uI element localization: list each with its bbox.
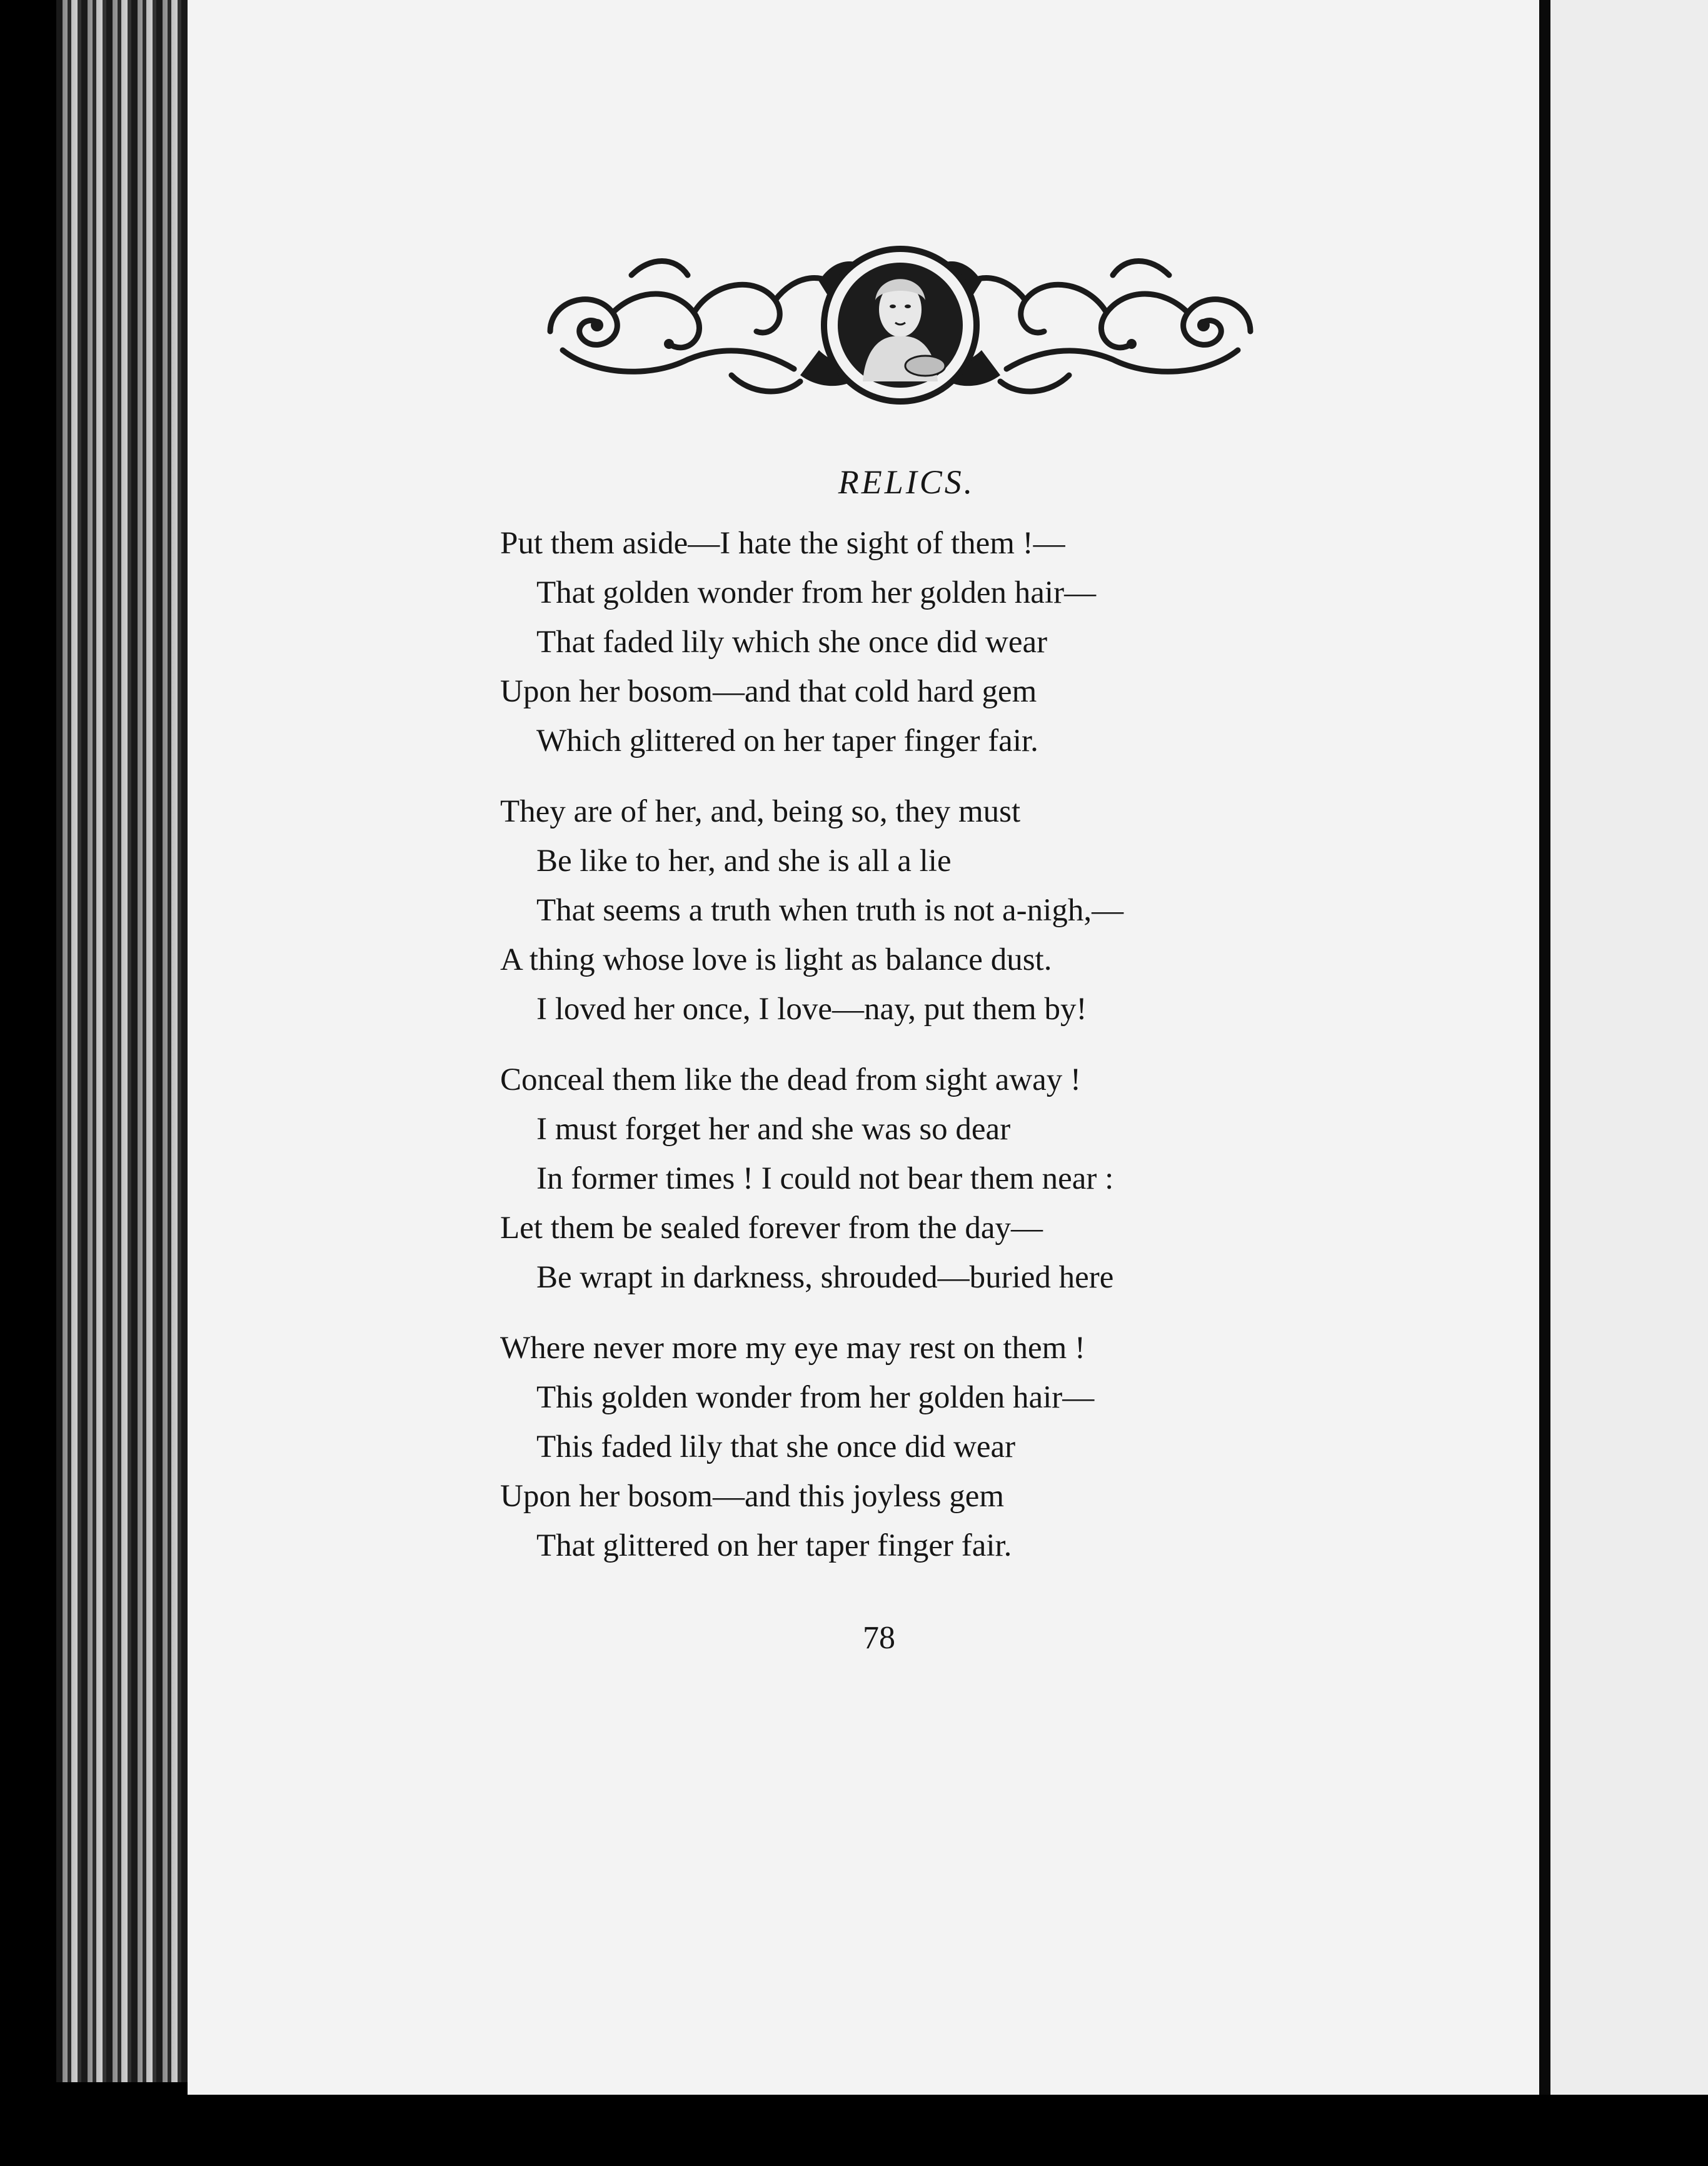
verse-line: This golden wonder from her golden hair— bbox=[536, 1380, 1095, 1415]
verse-line: They are of her, and, being so, they must bbox=[500, 794, 1021, 829]
verse-line: I loved her once, I love—nay, put them by! bbox=[536, 992, 1087, 1027]
poem-title: RELICS. bbox=[838, 463, 975, 501]
verse-line: Which glittered on her taper finger fair. bbox=[536, 723, 1038, 758]
verse-line: Be wrapt in darkness, shrouded—buried here bbox=[536, 1260, 1114, 1295]
stanza bbox=[500, 1055, 1325, 1302]
verse-line: That golden wonder from her golden hair— bbox=[536, 575, 1097, 610]
page-number: 78 bbox=[863, 1620, 895, 1656]
scan-border bbox=[0, 2095, 1708, 2166]
scroll-ornament-icon bbox=[525, 225, 1275, 413]
stanza bbox=[500, 787, 1325, 1034]
verse-line: Conceal them like the dead from sight away ! bbox=[500, 1062, 1082, 1097]
stanza bbox=[500, 519, 1325, 766]
verse-line: This faded lily that she once did wear bbox=[536, 1429, 1016, 1464]
verse-line: That faded lily which she once did wear bbox=[536, 625, 1048, 660]
verse-line: Upon her bosom—and that cold hard gem bbox=[500, 674, 1037, 709]
verse-line: I must forget her and she was so dear bbox=[536, 1112, 1011, 1147]
verse-line: That seems a truth when truth is not a-nigh,— bbox=[536, 893, 1124, 928]
poem bbox=[500, 463, 1325, 1592]
page-gutter bbox=[1539, 0, 1550, 2095]
verse-line: Upon her bosom—and this joyless gem bbox=[500, 1479, 1005, 1514]
verse-line: Put them aside—I hate the sight of them !— bbox=[500, 526, 1065, 561]
verse-line: In former times ! I could not bear them near : bbox=[536, 1161, 1114, 1196]
verse-line: A thing whose love is light as balance dust. bbox=[500, 942, 1052, 977]
verse-line: Where never more my eye may rest on them ! bbox=[500, 1331, 1086, 1366]
verse-line: That glittered on her taper finger fair. bbox=[536, 1528, 1012, 1563]
verse-line: Let them be sealed forever from the day— bbox=[500, 1211, 1043, 1246]
facing-page-edge bbox=[1550, 0, 1708, 2095]
book-page-edges bbox=[56, 0, 200, 2082]
verse-line: Be like to her, and she is all a lie bbox=[536, 844, 952, 879]
stanza bbox=[500, 1324, 1325, 1571]
